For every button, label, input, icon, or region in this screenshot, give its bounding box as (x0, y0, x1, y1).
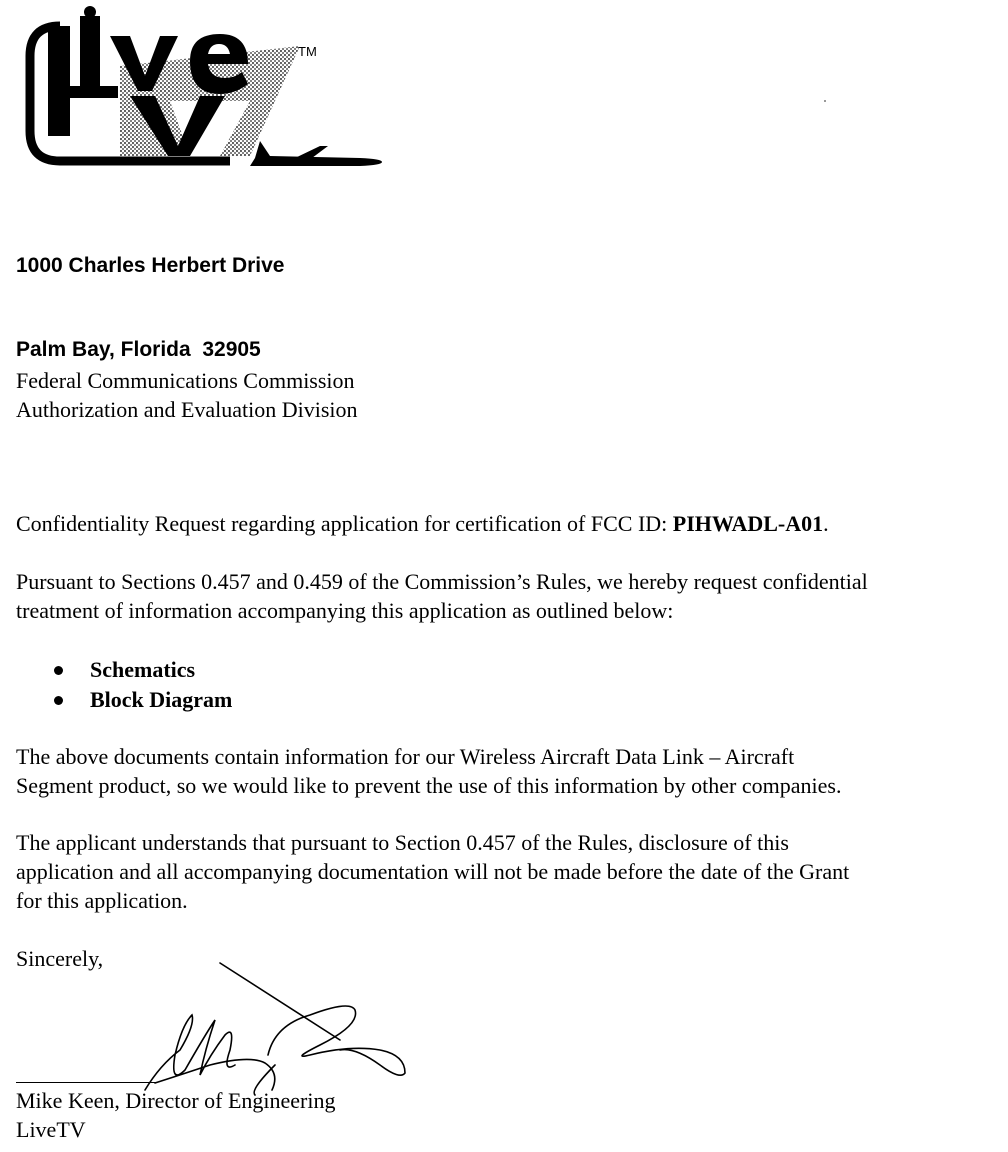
recipient-line-1: Federal Communications Commission (16, 368, 355, 393)
livetv-logo (20, 6, 390, 176)
list-item-label: Schematics (90, 657, 196, 682)
paragraph-request-line-1: Pursuant to Sections 0.457 and 0.459 of the Commission’s Rules, we hereby request confidential (16, 569, 868, 594)
paragraph-request (16, 567, 868, 625)
fcc-id: PIHWADL-A01 (672, 511, 824, 536)
list-item (52, 685, 232, 715)
paragraph-product (16, 742, 841, 800)
paragraph-disclosure-line-3: for this application. (16, 888, 188, 913)
closing-salutation: Sincerely, (16, 946, 104, 971)
paragraph-request-line-2: treatment of information accompanying this application as outlined below: (16, 598, 674, 623)
list-item (52, 655, 232, 685)
paragraph-disclosure-line-1: The applicant understands that pursuant to Section 0.457 of the Rules, disclosure of this (16, 830, 789, 855)
letterhead-address (16, 196, 284, 392)
signer-block (16, 1086, 336, 1144)
list-item-label: Block Diagram (90, 687, 233, 712)
subject-line (16, 509, 829, 538)
paragraph-product-line-2: Segment product, so we would like to prevent the use of this information by other companies. (16, 773, 842, 798)
signer-company: LiveTV (16, 1117, 86, 1142)
address-line-1: 1000 Charles Herbert Drive (16, 254, 285, 277)
subject-suffix: . (823, 511, 829, 536)
paragraph-disclosure-line-2: application and all accompanying documentation will not be made before the date of the Grant (16, 859, 850, 884)
scan-speck (824, 100, 826, 102)
address-line-2: Palm Bay, Florida 32905 (16, 338, 261, 361)
bullet-icon (54, 696, 63, 705)
recipient-line-2: Authorization and Evaluation Division (16, 397, 358, 422)
signer-name-title: Mike Keen, Director of Engineering (16, 1088, 336, 1113)
bullet-icon (54, 666, 63, 675)
trademark-mark: TM (298, 44, 317, 59)
recipient-block (16, 366, 358, 424)
confidential-items-list (52, 655, 232, 715)
handwritten-signature (10, 955, 430, 1100)
subject-prefix: Confidentiality Request regarding application for certification of FCC ID: (16, 511, 673, 536)
paragraph-disclosure (16, 828, 849, 915)
paragraph-product-line-1: The above documents contain information for our Wireless Aircraft Data Link – Aircraft (16, 744, 795, 769)
